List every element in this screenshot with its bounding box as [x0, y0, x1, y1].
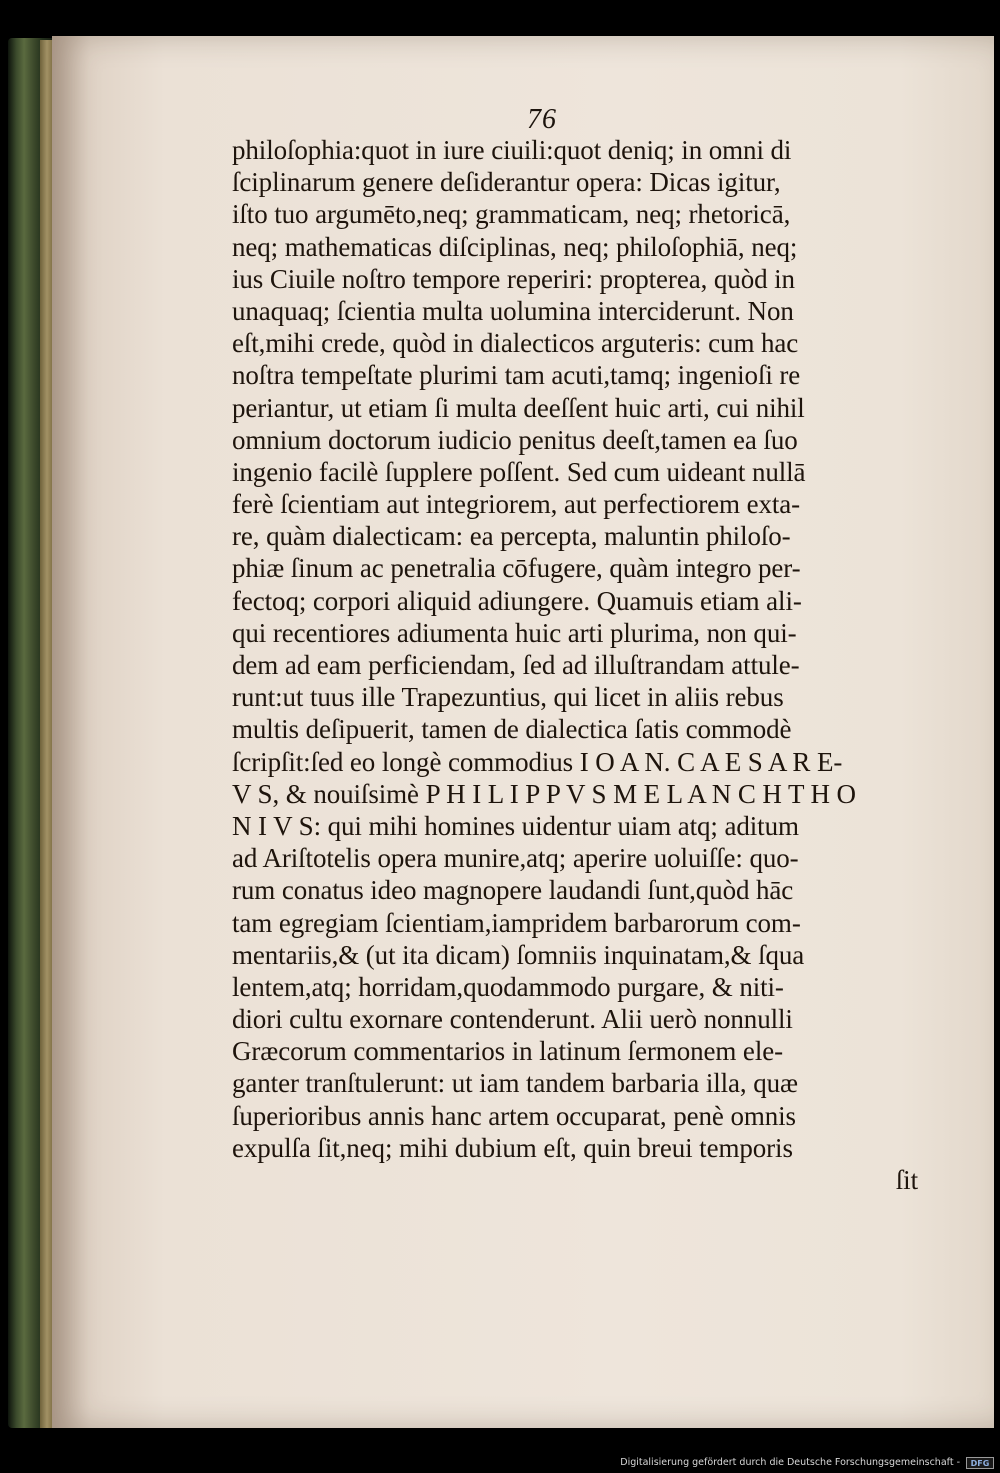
text-line: diori cultu exornare contenderunt. Alii uerò nonnulli [232, 1004, 793, 1035]
text-line: omnium doctorum iudicio penitus deeſt,tamen ea ſuo [232, 424, 798, 455]
text-line: ferè ſcientiam aut integriorem, aut perfectiorem exta- [232, 489, 801, 520]
text-line: neq; mathematicas diſciplinas, neq; philoſophiā, neq; [232, 231, 798, 262]
text-line: periantur, ut etiam ſi multa deeſſent huic arti, cui nihil [232, 392, 805, 423]
text-line: V S, & nouiſsimè P H I L I P P V S M E L A N C H T H O [232, 778, 856, 809]
catchword: ſit [895, 1165, 918, 1195]
text-line: qui recentiores adiumenta huic arti plurima, non qui- [232, 617, 797, 648]
text-line: ganter tranſtulerunt: ut iam tandem barbaria illa, quæ [232, 1068, 798, 1099]
text-line: unaquaq; ſcientia multa uolumina interciderunt. Non [232, 295, 794, 326]
text-line: N I V S: qui mihi homines uidentur uiam atq; aditum [232, 810, 799, 841]
text-line: multis deſipuerit, tamen de dialectica ſatis commodè [232, 714, 792, 745]
text-line: eſt,mihi crede, quòd in dialecticos arguteris: cum hac [232, 328, 799, 359]
text-line: philoſophia:quot in iure ciuili:quot deniq; in omni di [232, 135, 792, 165]
text-line: expulſa ſit,neq; mihi dubium eſt, quin breui temporis [232, 1132, 793, 1163]
text-line: Græcorum commentarios in latinum ſermonem ele- [232, 1036, 783, 1067]
text-line: ingenio facilè ſupplere poſſent. Sed cum uideant nullā [232, 456, 806, 487]
footer-bar [0, 1451, 1000, 1473]
text-line: ſcripſit:ſed eo longè commodius I O A N. C A E S A R E- [232, 746, 843, 777]
text-line: lentem,atq; horridam,quodammodo purgare, & niti- [232, 971, 784, 1002]
text-line: ad Ariſtotelis opera munire,atq; aperire uoluiſſe: quo- [232, 843, 799, 874]
text-block [232, 134, 932, 1196]
funding-credit: Digitalisierung gefördert durch die Deutsche Forschungsgemeinschaft - [620, 1457, 960, 1468]
text-line: fectoq; corpori aliquid adiungere. Quamuis etiam ali- [232, 585, 802, 616]
text-line: noſtra tempeſtate plurimi tam acuti,tamq; ingenioſi re [232, 360, 801, 391]
text-line: runt:ut tuus ille Trapezuntius, qui licet in aliis rebus [232, 682, 784, 713]
page-number: 76 [527, 104, 557, 135]
text-line: dem ad eam perficiendam, ſed ad illuſtrandam attule- [232, 650, 800, 680]
text-line: re, quàm dialecticam: ea percepta, maluntin philoſo- [232, 521, 791, 552]
text-line: ſuperioribus annis hanc artem occuparat, penè omnis [232, 1100, 796, 1131]
text-line: rum conatus ideo magnopere laudandi ſunt,quòd hāc [232, 875, 794, 906]
text-line: phiæ ſinum ac penetralia cōfugere, quàm integro per- [232, 553, 801, 584]
text-line: ſciplinarum genere deſiderantur opera: Dicas igitur, [232, 167, 781, 198]
text-line: iſto tuo argumēto,neq; grammaticam, neq; rhetoricā, [232, 199, 791, 230]
text-line: mentariis,& (ut ita dicam) ſomniis inquinatam,& ſqua [232, 939, 805, 970]
text-line: ius Ciuile noſtro tempore reperiri: propterea, quòd in [232, 263, 795, 294]
text-line: tam egregiam ſcientiam,iampridem barbarorum com- [232, 907, 801, 938]
dfg-logo-icon: DFG [966, 1457, 994, 1469]
